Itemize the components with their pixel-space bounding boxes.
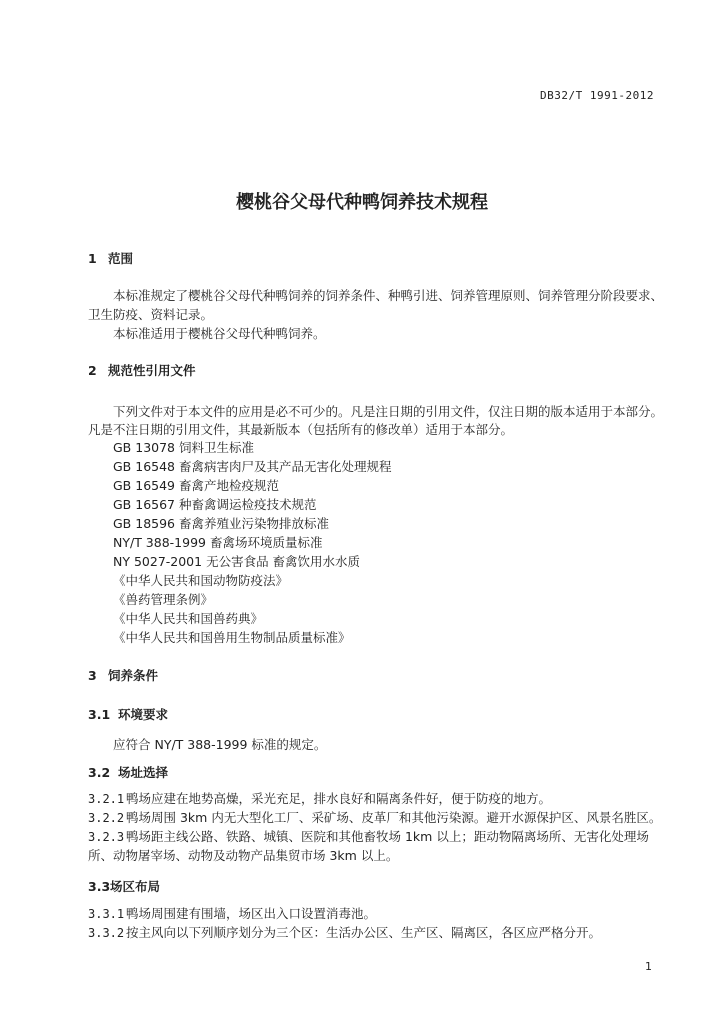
- section-3-heading: [88, 666, 158, 684]
- clause-text: 鸭场周围建有围墙，场区出入口设置消毒池。: [126, 906, 377, 921]
- paragraph-line: 本标准规定了樱桃谷父母代种鸭饲养的饲养条件、种鸭引进、饲养管理原则、饲养管理分阶段要求、: [113, 288, 664, 303]
- section-number: 2: [88, 363, 97, 378]
- section-number: 1: [88, 251, 97, 266]
- paragraph-line: 卫生防疫、资料记录。: [88, 307, 214, 322]
- clause-text: 鸭场应建在地势高燥，采光充足，排水良好和隔离条件好，便于防疫的地方。: [126, 791, 552, 806]
- reference-item: 《中华人民共和国兽药典》: [113, 611, 264, 626]
- subsection-title: 环境要求: [118, 707, 169, 722]
- clause-text: 鸭场周围 3km 内无大型化工厂、采矿场、皮革厂和其他污染源。避开水源保护区、风景名胜区。: [126, 810, 662, 825]
- reference-item: 《中华人民共和国动物防疫法》: [113, 573, 289, 588]
- reference-item: GB 16549 畜禽产地检疫规范: [113, 478, 279, 493]
- reference-item: GB 16548 畜禽病害肉尸及其产品无害化处理规程: [113, 459, 392, 474]
- clause-item: [88, 789, 551, 807]
- reference-item: NY 5027-2001 无公害食品 畜禽饮用水水质: [113, 554, 361, 569]
- clause-number: 3.2.1: [88, 792, 125, 806]
- paragraph-line: 下列文件对于本文件的应用是必不可少的。凡是注日期的引用文件，仅注日期的版本适用于本部分。: [113, 404, 664, 419]
- reference-item: GB 16567 种畜禽调运检疫技术规范: [113, 497, 317, 512]
- clause-text: 按主风向以下列顺序划分为三个区：生活办公区、生产区、隔离区，各区应严格分开。: [126, 925, 602, 940]
- doc-code: DB32/T 1991-2012: [540, 89, 654, 102]
- reference-item: 《兽药管理条例》: [113, 592, 214, 607]
- reference-item: GB 13078 饲料卫生标准: [113, 440, 254, 455]
- section-2-heading: [88, 361, 196, 379]
- clause-number: 3.3.2: [88, 926, 125, 940]
- clause-item: [88, 923, 601, 941]
- reference-item: 《中华人民共和国兽用生物制品质量标准》: [113, 630, 351, 645]
- subsection-3-2-heading: [88, 763, 168, 781]
- clause-item: [88, 827, 649, 845]
- subsection-3-1-heading: [88, 705, 168, 723]
- page-title: 樱桃谷父母代种鸭饲养技术规程: [236, 192, 488, 213]
- subsection-title: 场址选择: [118, 765, 169, 780]
- section-number: 3: [88, 668, 97, 683]
- clause-item: [88, 904, 376, 922]
- page-number: 1: [645, 960, 652, 973]
- clause-continuation: 所、动物屠宰场、动物及动物产品集贸市场 3km 以上。: [88, 848, 399, 863]
- subsection-3-3-heading: [88, 877, 160, 895]
- subsection-title: 场区布局: [110, 879, 161, 894]
- clause-number: 3.3.1: [88, 907, 125, 921]
- paragraph-line: 凡是不注日期的引用文件，其最新版本（包括所有的修改单）适用于本部分。: [88, 422, 514, 437]
- section-title: 饲养条件: [108, 668, 159, 683]
- subsection-number: 3.1: [88, 707, 111, 722]
- section-1-heading: [88, 249, 133, 267]
- clause-number: 3.2.3: [88, 830, 125, 844]
- clause-number: 3.2.2: [88, 811, 125, 825]
- clause-item: [88, 808, 661, 826]
- clause-text: 鸭场距主线公路、铁路、城镇、医院和其他畜牧场 1km 以上；距动物隔离场所、无害化处理场: [126, 829, 649, 844]
- subsection-number: 3.3: [88, 879, 111, 894]
- reference-item: GB 18596 畜禽养殖业污染物排放标准: [113, 516, 329, 531]
- subsection-number: 3.2: [88, 765, 111, 780]
- section-title: 规范性引用文件: [108, 363, 196, 378]
- section-title: 范围: [108, 251, 134, 266]
- paragraph-line: 应符合 NY/T 388-1999 标准的规定。: [113, 737, 327, 752]
- reference-item: NY/T 388-1999 畜禽场环境质量标准: [113, 535, 323, 550]
- paragraph-line: 本标准适用于樱桃谷父母代种鸭饲养。: [113, 326, 326, 341]
